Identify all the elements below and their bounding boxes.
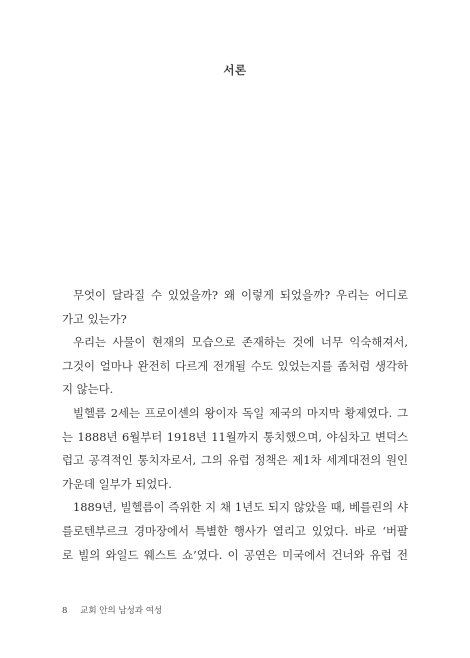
running-title: 교회 안의 남성과 여성 bbox=[80, 606, 163, 616]
page-footer bbox=[62, 604, 162, 616]
paragraph-line: 지 않는다. bbox=[62, 382, 114, 397]
paragraph-line: 무엇이 달라질 수 있었을까? 왜 이렇게 되었을까? 우리는 어디로 bbox=[73, 288, 408, 302]
paragraph-line: 1889년, 빌헬름이 즉위한 지 채 1년도 되지 않았을 때, 베를린의 샤 bbox=[73, 500, 408, 515]
paragraph-line: 가고 있는가? bbox=[62, 311, 127, 326]
page-number: 8 bbox=[62, 606, 68, 616]
body-text bbox=[62, 284, 408, 567]
paragraph-line: 로 빌의 와일드 웨스트 쇼’였다. 이 공연은 미국에서 건너와 유럽 전 bbox=[62, 547, 408, 562]
paragraph-line: 럽고 공격적인 통치자로서, 그의 유럽 정책은 제1차 세계대전의 원인 bbox=[62, 453, 408, 468]
chapter-title: 서론 bbox=[223, 63, 247, 77]
paragraph-line: 가운데 일부가 되었다. bbox=[62, 476, 172, 491]
paragraph-line: 를로텐부르크 경마장에서 특별한 행사가 열리고 있었다. 바로 ‘버팔 bbox=[62, 523, 408, 538]
paragraph-line: 우리는 사물이 현재의 모습으로 존재하는 것에 너무 익숙해져서, bbox=[73, 335, 408, 350]
paragraph-line: 그것이 얼마나 완전히 다르게 전개될 수도 있었는지를 좀처럼 생각하 bbox=[62, 358, 408, 373]
paragraph-line: 는 1888년 6월부터 1918년 11월까지 통치했으며, 야심차고 변덕스 bbox=[62, 429, 408, 444]
paragraph-line: 빌헬름 2세는 프로이센의 왕이자 독일 제국의 마지막 황제였다. 그 bbox=[73, 405, 408, 420]
